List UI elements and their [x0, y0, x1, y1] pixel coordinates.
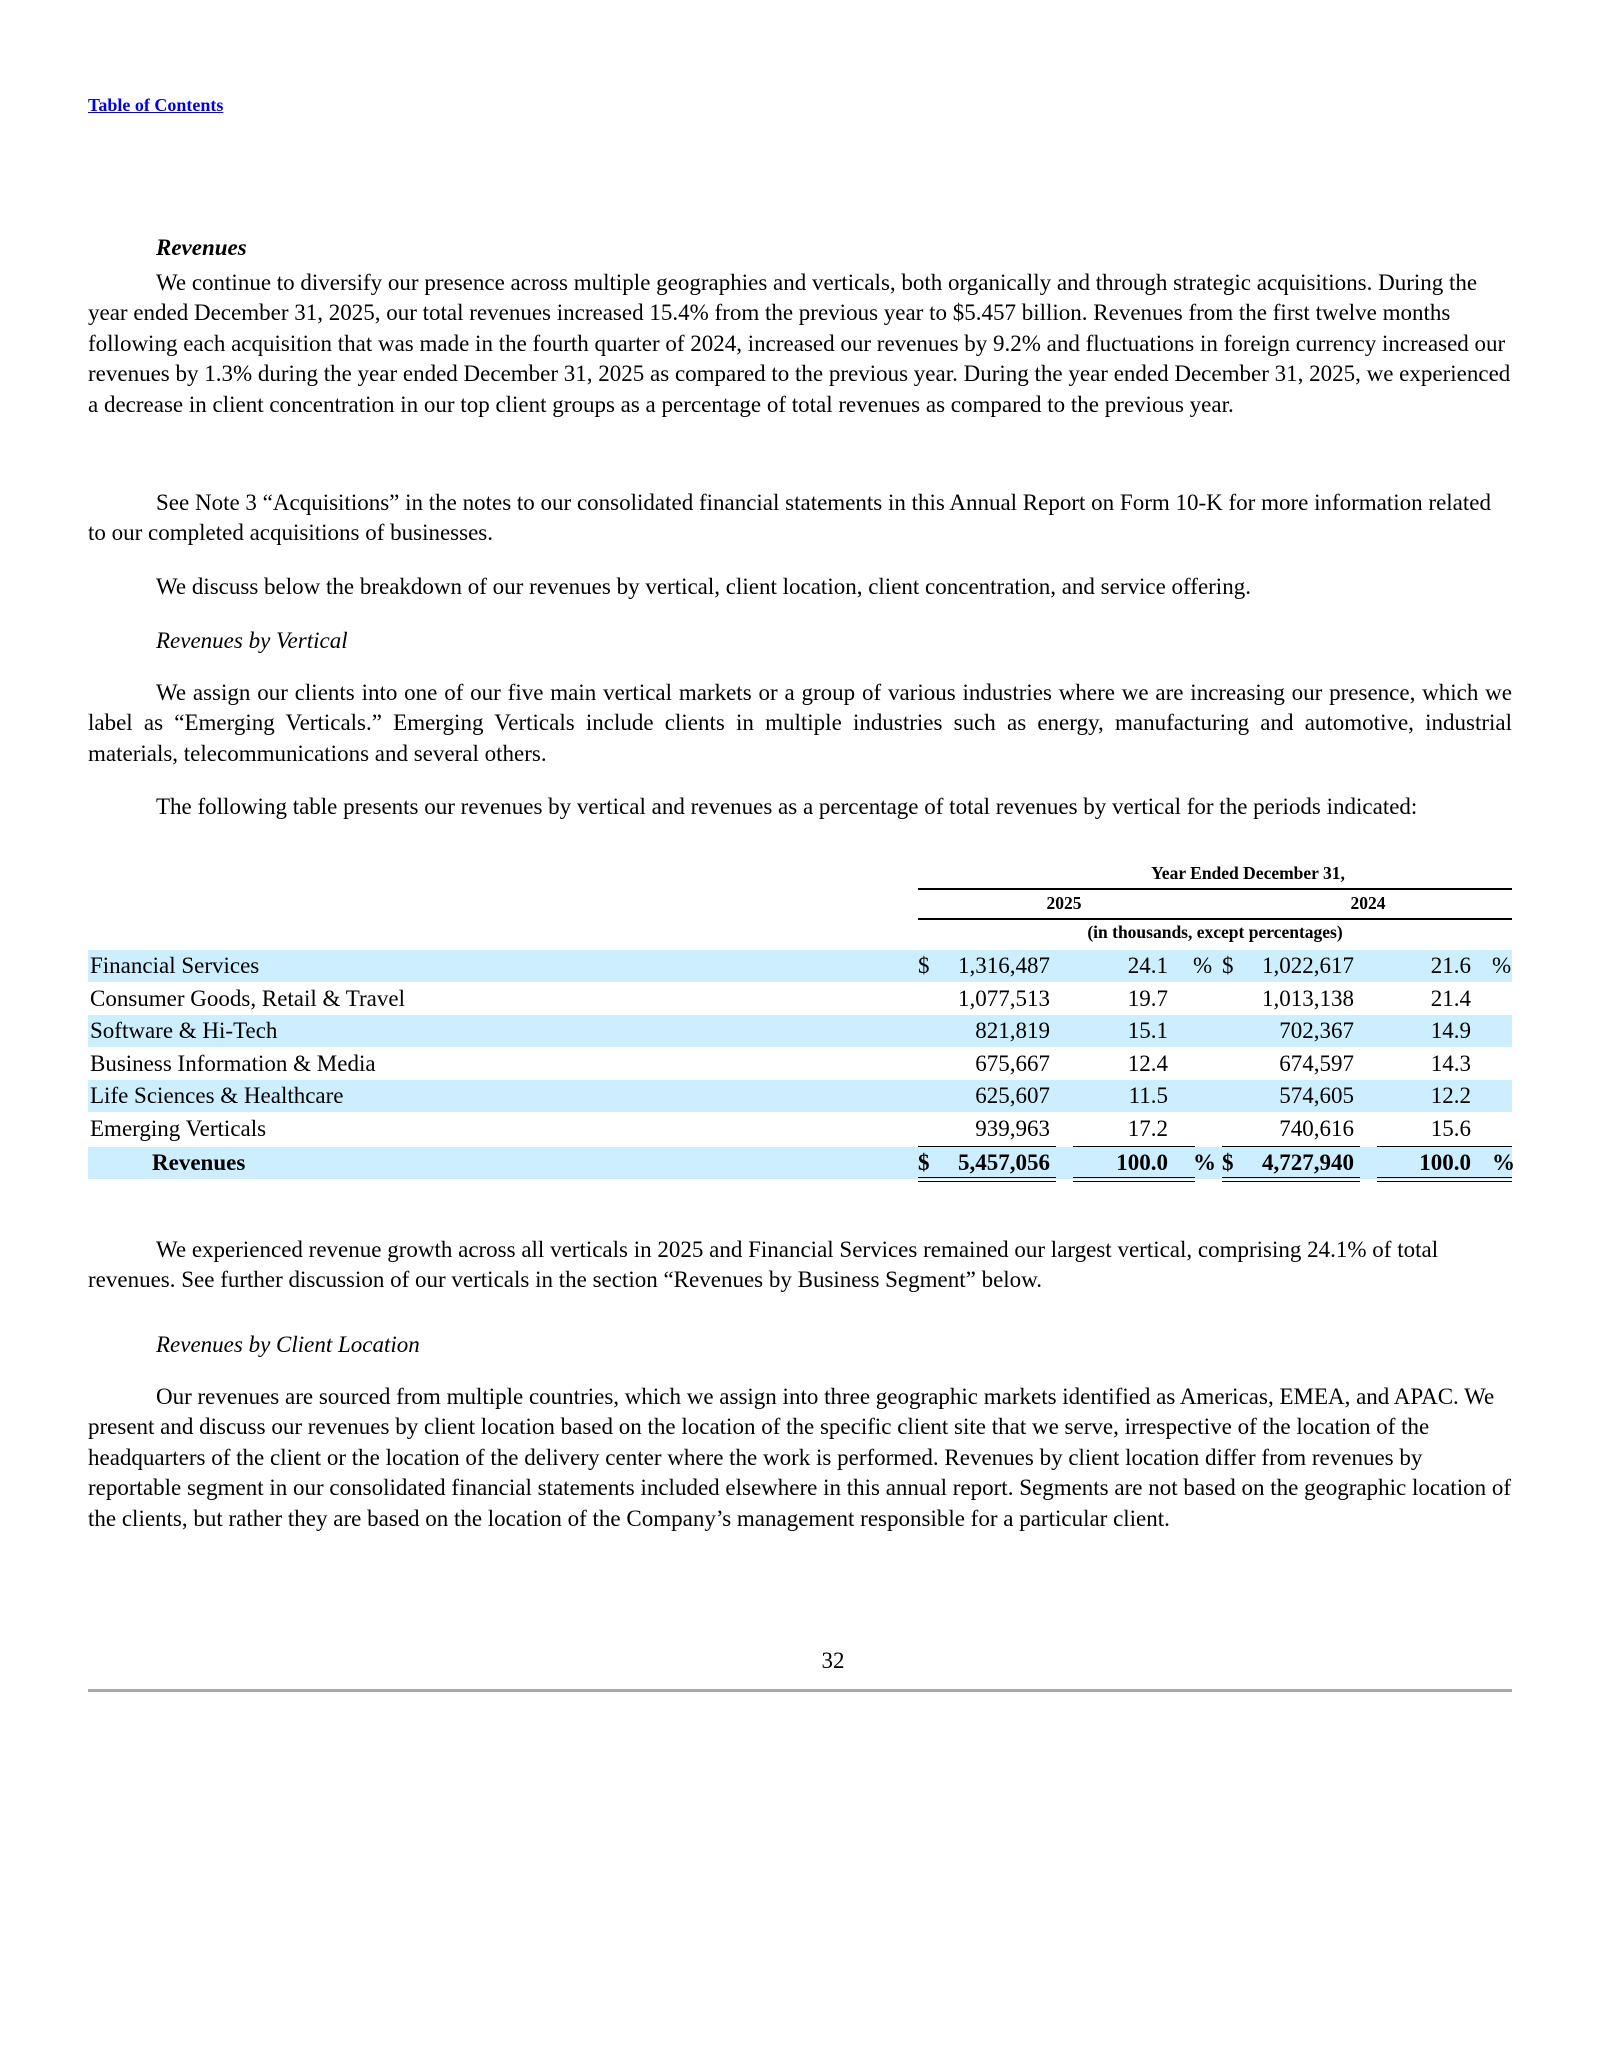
row-label: Life Sciences & Healthcare: [90, 1083, 344, 1108]
table-row: [88, 1015, 1512, 1047]
pct-sign-2025: %: [1193, 1150, 1216, 1175]
paragraph-acquisitions-note: See Note 3 “Acquisitions” in the notes to our consolidated financial statements in this Annual Report on Form 10-K for more information related to our completed acquisitions of businesses.: [88, 490, 1491, 546]
row-label: Business Information & Media: [90, 1051, 376, 1076]
value-2025: 675,667: [975, 1051, 1050, 1076]
pct-sign-2024: %: [1492, 953, 1512, 978]
paragraph-table-intro: The following table presents our revenues by vertical and revenues as a percentage of total revenues by vertical for the periods indicated:: [156, 794, 1418, 819]
table-row: [88, 1113, 1512, 1145]
header-rule-period: [918, 888, 1512, 890]
value-2025: 939,963: [975, 1116, 1050, 1141]
value-2025: 821,819: [975, 1018, 1050, 1043]
pct-sign-2024: %: [1492, 1150, 1515, 1175]
total-double-underline: [918, 1177, 1056, 1182]
percent-2025: 15.1: [1127, 1018, 1168, 1043]
subtotal-underline: [1377, 1146, 1512, 1147]
table-row-total: [88, 1147, 1515, 1179]
percent-2025: 11.5: [1128, 1083, 1168, 1108]
value-2024: 1,022,617: [1262, 953, 1354, 978]
footer-divider: [88, 1689, 1512, 1692]
row-label: Emerging Verticals: [90, 1116, 267, 1141]
table-units-note: (in thousands, except percentages): [1087, 922, 1343, 942]
subheading-revenues-by-client-location: Revenues by Client Location: [156, 1332, 420, 1357]
page-number: 32: [821, 1648, 845, 1673]
paragraph-overview: We continue to diversify our presence across multiple geographies and verticals, both organically and through strategic acquisitions. During the year ended December 31, 2025, our total revenues increased 15.4% from the previous year to $5.457 billion. Revenues from the first twelve months following each acquisition that was made in the fourth quarter of 2024, increased our revenues by 9.2% and fluctuations in foreign currency increased our revenues by 1.3% during the year ended December 31, 2025 as compared to the previous year. During the year ended December 31, 2025, we experienced a decrease in client concentration in our top client groups as a percentage of total revenues as compared to the previous year.: [88, 270, 1511, 417]
value-2025: 625,607: [975, 1083, 1050, 1108]
value-2025: 1,316,487: [958, 953, 1050, 978]
percent-2024: 100.0: [1419, 1150, 1471, 1175]
percent-2024: 12.2: [1430, 1083, 1471, 1108]
currency-2025: $: [918, 953, 930, 978]
value-2025: 1,077,513: [958, 986, 1050, 1011]
table-header-2025: 2025: [1046, 893, 1082, 913]
percent-2024: 15.6: [1430, 1116, 1471, 1141]
table-row: [88, 1048, 1512, 1080]
table-row: [88, 1080, 1512, 1112]
subheading-revenues-by-vertical: Revenues by Vertical: [156, 628, 348, 653]
paragraph-breakdown-intro: We discuss below the breakdown of our revenues by vertical, client location, client concentration, and service offering.: [156, 574, 1251, 599]
total-double-underline: [1073, 1177, 1195, 1182]
total-double-underline: [1377, 1177, 1512, 1182]
subtotal-underline: [1073, 1146, 1195, 1147]
percent-2025: 12.4: [1127, 1051, 1168, 1076]
table-header-period: Year Ended December 31,: [1151, 863, 1345, 883]
percent-2024: 21.4: [1430, 986, 1471, 1011]
percent-2025: 17.2: [1127, 1116, 1168, 1141]
percent-2024: 21.6: [1430, 953, 1471, 978]
header-rule-years: [918, 918, 1512, 920]
table-row: [88, 983, 1512, 1015]
row-label: Software & Hi-Tech: [90, 1018, 278, 1043]
paragraph-verticals: We assign our clients into one of our five main vertical markets or a group of various industries where we are increasing our presence, which we label as “Emerging Verticals.” Emerging Verticals include clients in multiple industries such as energy, manufacturing and automotive, industrial materials, telecommunications and several others.: [88, 680, 1512, 766]
value-2025: 5,457,056: [958, 1150, 1050, 1175]
row-label: Revenues: [152, 1150, 246, 1175]
value-2024: 1,013,138: [1262, 986, 1354, 1011]
value-2024: 674,597: [1279, 1051, 1354, 1076]
currency-2024: $: [1222, 1150, 1234, 1175]
percent-2024: 14.9: [1430, 1018, 1471, 1043]
percent-2024: 14.3: [1430, 1051, 1471, 1076]
percent-2025: 19.7: [1127, 986, 1168, 1011]
value-2024: 4,727,940: [1262, 1150, 1354, 1175]
subtotal-underline: [918, 1146, 1056, 1147]
table-row: [88, 950, 1512, 982]
percent-2025: 24.1: [1127, 953, 1168, 978]
total-double-underline: [1222, 1177, 1360, 1182]
percent-2025: 100.0: [1116, 1150, 1168, 1175]
value-2024: 740,616: [1279, 1116, 1354, 1141]
row-label: Consumer Goods, Retail & Travel: [90, 986, 405, 1011]
table-header-2024: 2024: [1350, 893, 1386, 913]
currency-2025: $: [918, 1150, 930, 1175]
row-label: Financial Services: [90, 953, 260, 978]
pct-sign-2025: %: [1193, 953, 1213, 978]
subtotal-underline: [1222, 1146, 1360, 1147]
value-2024: 702,367: [1279, 1018, 1354, 1043]
section-heading: Revenues: [156, 235, 247, 260]
table-of-contents-link[interactable]: Table of Contents: [88, 95, 224, 115]
paragraph-vertical-growth: We experienced revenue growth across all verticals in 2025 and Financial Services remained our largest vertical, comprising 24.1% of total revenues. See further discussion of our verticals in the section “Revenues by Business Segment” below.: [88, 1237, 1439, 1293]
value-2024: 574,605: [1279, 1083, 1354, 1108]
currency-2024: $: [1222, 953, 1234, 978]
paragraph-client-location: Our revenues are sourced from multiple countries, which we assign into three geographic markets identified as Americas, EMEA, and APAC. We present and discuss our revenues by client location based on the location of the specific client site that we serve, irrespective of the location of the headquarters of the client or the location of the delivery center where the work is performed. Revenues by client location differ from revenues by reportable segment in our consolidated financial statements included elsewhere in this annual report. Segments are not based on the geographic location of the clients, but rather they are based on the location of the Company’s management responsible for a particular client.: [88, 1384, 1511, 1531]
